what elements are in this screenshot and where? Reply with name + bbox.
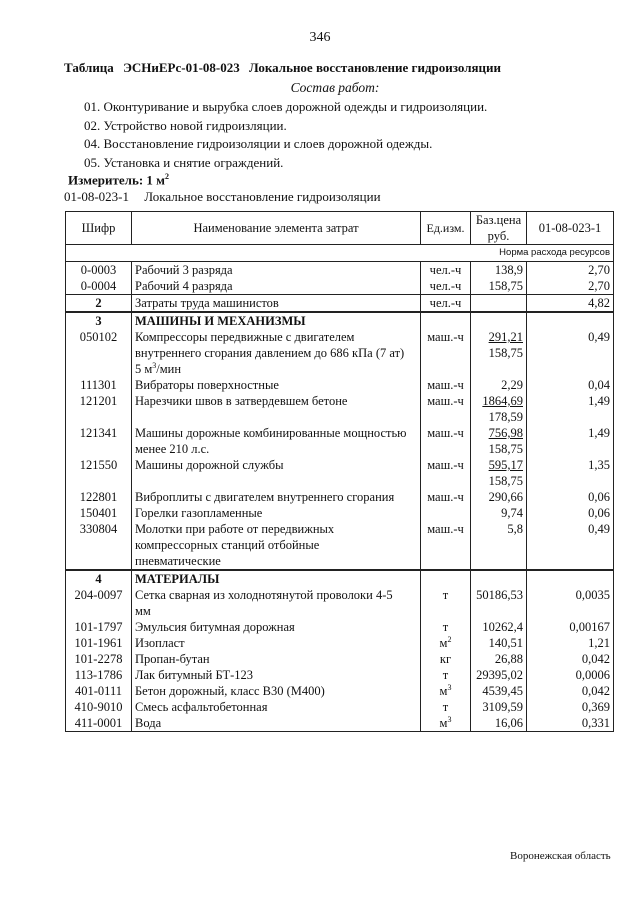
row-unit: маш.-ч xyxy=(421,457,471,489)
price-main: 291,21 xyxy=(488,330,523,344)
row-norm: 0,331 xyxy=(527,715,614,732)
row-unit: кг xyxy=(421,651,471,667)
row-unit: чел.-ч xyxy=(421,278,471,295)
row-price: 158,75 xyxy=(471,278,527,295)
row-unit: маш.-ч xyxy=(421,329,471,377)
row-price xyxy=(471,295,527,313)
row-unit: чел.-ч xyxy=(421,262,471,279)
work-item: 05. Установка и снятие ограждений. xyxy=(84,154,284,170)
table-row xyxy=(66,425,614,457)
work-item: 02. Устройство новой гидроизляции. xyxy=(84,117,287,133)
row-norm: 0,06 xyxy=(527,489,614,505)
row-price: 4539,45 xyxy=(471,683,527,699)
table-row xyxy=(66,699,614,715)
row-code: 121341 xyxy=(66,425,132,457)
row-name: Вода xyxy=(132,715,421,732)
row-norm: 0,49 xyxy=(527,329,614,377)
section-name: МАШИНЫ И МЕХАНИЗМЫ xyxy=(132,312,421,329)
works-subtitle: Состав работ: xyxy=(290,80,380,95)
row-price: 50186,53 xyxy=(471,587,527,619)
norm-caption-row xyxy=(66,245,614,262)
name-line: Сетка сварная из холоднотянутой проволоки 4-5 xyxy=(135,588,393,602)
row-norm: 0,042 xyxy=(527,683,614,699)
section-row-machines xyxy=(66,312,614,329)
header-norm: 01-08-023-1 xyxy=(527,212,614,245)
row-name: Машины дорожной службы xyxy=(132,457,421,489)
header-price xyxy=(471,212,527,245)
row-name xyxy=(132,521,421,570)
row-price: 290,66 xyxy=(471,489,527,505)
row-unit: чел.-ч xyxy=(421,295,471,313)
row-name: Пропан-бутан xyxy=(132,651,421,667)
row-norm: 1,35 xyxy=(527,457,614,489)
row-unit xyxy=(421,505,471,521)
subcode-name: Локальное восстановление гидроизоляции xyxy=(144,189,381,204)
row-name: Горелки газопламенные xyxy=(132,505,421,521)
table-row xyxy=(66,715,614,732)
table-row xyxy=(66,377,614,393)
row-price: 26,88 xyxy=(471,651,527,667)
superscript: 2 xyxy=(447,634,452,644)
name-line: Машины дорожные комбинированные мощностью xyxy=(135,426,407,440)
table-row xyxy=(66,651,614,667)
meter-label xyxy=(68,172,169,188)
row-price: 29395,02 xyxy=(471,667,527,683)
row-code: 330804 xyxy=(66,521,132,570)
row-norm: 0,06 xyxy=(527,505,614,521)
row-norm: 0,04 xyxy=(527,377,614,393)
row-norm: 0,0035 xyxy=(527,587,614,619)
row-unit: т xyxy=(421,619,471,635)
row-unit xyxy=(421,635,471,651)
name-line: Компрессоры передвижные с двигателем xyxy=(135,330,355,344)
table-row xyxy=(66,587,614,619)
row-name: Эмульсия битумная дорожная xyxy=(132,619,421,635)
row-norm: 0,042 xyxy=(527,651,614,667)
title-code: ЭСНиЕРс-01-08-023 xyxy=(123,60,240,75)
header-name: Наименование элемента затрат xyxy=(132,212,421,245)
row-price xyxy=(471,457,527,489)
row-name: Затраты труда машинистов xyxy=(132,295,421,313)
price-main: 595,17 xyxy=(488,458,523,472)
row-name: Нарезчики швов в затвердевшем бетоне xyxy=(132,393,421,425)
unit-text: м xyxy=(439,716,448,730)
norm-caption: Норма расхода ресурсов xyxy=(66,245,614,262)
row-code: 204-0097 xyxy=(66,587,132,619)
row-name: Виброплиты с двигателем внутреннего сгорания xyxy=(132,489,421,505)
name-line: менее 210 л.с. xyxy=(135,442,210,456)
row-unit: маш.-ч xyxy=(421,521,471,570)
row-unit: т xyxy=(421,699,471,715)
header-unit: Ед.изм. xyxy=(421,212,471,245)
work-item: 01. Оконтуривание и вырубка слоев дорожной одежды и гидроизоляции. xyxy=(84,99,488,114)
row-code: 0-0003 xyxy=(66,262,132,279)
row-name xyxy=(132,425,421,457)
row-code: 113-1786 xyxy=(66,667,132,683)
row-unit: маш.-ч xyxy=(421,377,471,393)
table-row xyxy=(66,262,614,279)
table-row xyxy=(66,521,614,570)
row-norm: 2,70 xyxy=(527,262,614,279)
table-title xyxy=(64,60,501,76)
row-name: Изопласт xyxy=(132,635,421,651)
row-unit: маш.-ч xyxy=(421,425,471,457)
page-number: 346 xyxy=(309,30,331,45)
row-norm: 2,70 xyxy=(527,278,614,295)
row-name: Бетон дорожный, класс В30 (М400) xyxy=(132,683,421,699)
row-code: 122801 xyxy=(66,489,132,505)
price-wage: 178,59 xyxy=(488,410,523,424)
table-row xyxy=(66,635,614,651)
table-header-row xyxy=(66,212,614,245)
row-norm: 0,0006 xyxy=(527,667,614,683)
name-part: /мин xyxy=(156,362,182,376)
unit-text: м xyxy=(439,684,448,698)
row-code: 101-1961 xyxy=(66,635,132,651)
row-norm: 1,49 xyxy=(527,425,614,457)
row-name: Рабочий 4 разряда xyxy=(132,278,421,295)
row-price: 2,29 xyxy=(471,377,527,393)
subcode-line xyxy=(64,189,381,205)
table-row xyxy=(66,457,614,489)
row-price: 9,74 xyxy=(471,505,527,521)
row-price xyxy=(471,329,527,377)
row-price xyxy=(471,393,527,425)
row-code: 121201 xyxy=(66,393,132,425)
works-list xyxy=(84,98,487,172)
price-main: 1864,69 xyxy=(482,394,523,408)
row-unit: т xyxy=(421,587,471,619)
section-code: 4 xyxy=(66,570,132,587)
header-price-line1: Баз.цена xyxy=(475,213,522,227)
table-row xyxy=(66,278,614,295)
row-name: Вибраторы поверхностные xyxy=(132,377,421,393)
row-price: 5,8 xyxy=(471,521,527,570)
row-price: 3109,59 xyxy=(471,699,527,715)
name-line xyxy=(135,361,417,377)
price-main: 756,98 xyxy=(488,426,523,440)
row-code: 101-1797 xyxy=(66,619,132,635)
price-wage: 158,75 xyxy=(488,442,523,456)
row-code: 121550 xyxy=(66,457,132,489)
row-norm: 0,369 xyxy=(527,699,614,715)
title-prefix: Таблица xyxy=(64,60,114,75)
region-footer: Воронежская область xyxy=(510,850,611,862)
table-row xyxy=(66,329,614,377)
row-code: 401-0111 xyxy=(66,683,132,699)
row-name xyxy=(132,587,421,619)
header-code: Шифр xyxy=(66,212,132,245)
name-line: пневматические xyxy=(135,554,221,568)
row-code: 2 xyxy=(66,295,132,313)
row-norm: 1,21 xyxy=(527,635,614,651)
table-row xyxy=(66,683,614,699)
table-row xyxy=(66,393,614,425)
row-unit: маш.-ч xyxy=(421,393,471,425)
table-row xyxy=(66,489,614,505)
unit-text: м xyxy=(439,636,448,650)
row-price xyxy=(471,425,527,457)
row-code: 411-0001 xyxy=(66,715,132,732)
row-unit: маш.-ч xyxy=(421,489,471,505)
work-item: 04. Восстановление гидроизоляции и слоев дорожной одежды. xyxy=(84,136,433,151)
row-name: Лак битумный БТ-123 xyxy=(132,667,421,683)
name-line: мм xyxy=(135,604,151,618)
name-line: Молотки при работе от передвижных xyxy=(135,522,335,536)
row-code: 0-0004 xyxy=(66,278,132,295)
name-line: компрессорных станций отбойные xyxy=(135,538,320,552)
row-price: 140,51 xyxy=(471,635,527,651)
row-name: Смесь асфальтобетонная xyxy=(132,699,421,715)
section-row-materials xyxy=(66,570,614,587)
superscript: 3 xyxy=(447,682,452,692)
row-code: 410-9010 xyxy=(66,699,132,715)
row-price: 16,06 xyxy=(471,715,527,732)
row-price: 138,9 xyxy=(471,262,527,279)
table-row xyxy=(66,505,614,521)
section-name: МАТЕРИАЛЫ xyxy=(132,570,421,587)
table-row xyxy=(66,667,614,683)
table-row xyxy=(66,619,614,635)
row-code: 101-2278 xyxy=(66,651,132,667)
row-norm: 4,82 xyxy=(527,295,614,313)
meter-sup: 2 xyxy=(165,172,170,181)
row-code: 111301 xyxy=(66,377,132,393)
row-unit: т xyxy=(421,667,471,683)
superscript: 3 xyxy=(447,714,452,724)
row-unit xyxy=(421,715,471,732)
meter-text: Измеритель: 1 м xyxy=(68,172,166,188)
superscript: 3 xyxy=(152,360,157,370)
row-name xyxy=(132,329,421,377)
title-name: Локальное восстановление гидроизоляции xyxy=(249,60,502,75)
section-code: 3 xyxy=(66,312,132,329)
resources-table xyxy=(65,211,614,732)
price-wage: 158,75 xyxy=(488,346,523,360)
row-norm: 1,49 xyxy=(527,393,614,425)
subcode-code: 01-08-023-1 xyxy=(64,189,129,204)
name-part: 5 м xyxy=(135,362,153,376)
row-unit xyxy=(421,683,471,699)
name-line: внутреннего сгорания давлением до 686 кПа (7 ат) xyxy=(135,346,405,360)
row-price: 10262,4 xyxy=(471,619,527,635)
row-norm: 0,49 xyxy=(527,521,614,570)
price-wage: 158,75 xyxy=(488,474,523,488)
row-code: 050102 xyxy=(66,329,132,377)
row-norm: 0,00167 xyxy=(527,619,614,635)
row-name: Рабочий 3 разряда xyxy=(132,262,421,279)
machinists-row xyxy=(66,295,614,313)
row-code: 150401 xyxy=(66,505,132,521)
header-price-line2: руб. xyxy=(487,229,510,243)
